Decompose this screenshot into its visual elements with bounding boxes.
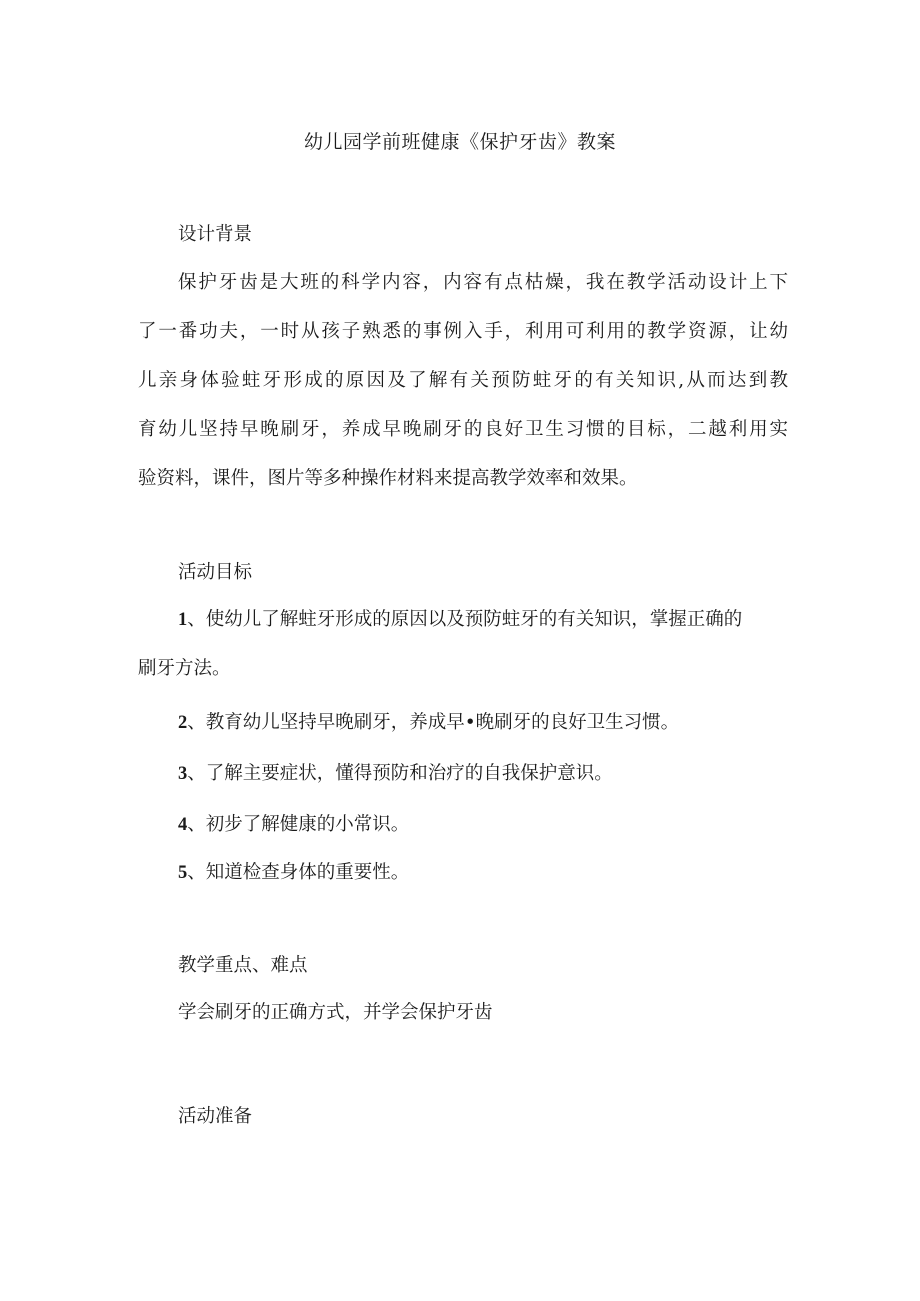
goal-number: 5 xyxy=(178,863,188,883)
goal-item-4 xyxy=(178,811,409,839)
goal-item-line xyxy=(178,606,788,634)
paragraph-line: 验资料，课件，图片等多种操作材料来提高教学效率和效果。 xyxy=(138,468,638,489)
key-points-text: 学会刷牙的正确方式，并学会保护牙齿 xyxy=(178,1002,493,1023)
paragraph-line: 保护牙齿是大班的科学内容，内容有点枯燥，我在教学活动设计上下 xyxy=(178,272,788,293)
goal-text: 、了解主要症状，懂得预防和治疗的自我保护意识。 xyxy=(187,763,613,784)
paragraph-line: 育幼儿坚持早晚刷牙，养成早晚刷牙的良好卫生习惯的目标，二越利用实 xyxy=(138,419,788,440)
background-paragraph xyxy=(138,269,788,514)
goal-item-1 xyxy=(178,606,788,634)
section-heading-background: 设计背景 xyxy=(178,224,253,245)
goal-number: 4 xyxy=(178,815,188,835)
section-heading-preparation: 活动准备 xyxy=(178,1106,253,1127)
goal-text: 、使幼儿了解蛀牙形成的原因以及预防蛀牙的有关知识，掌握正确的 xyxy=(187,609,743,630)
paragraph-line: 儿亲身体验蛀牙形成的原因及了解有关预防蛀牙的有关知识,从而达到教 xyxy=(138,370,788,391)
goal-item-1-continuation: 刷牙方法。 xyxy=(138,658,231,679)
section-heading-goals: 活动目标 xyxy=(178,562,253,583)
goal-number: 2 xyxy=(178,713,188,733)
goal-text: 、知道检查身体的重要性。 xyxy=(187,862,410,883)
goal-number: 1 xyxy=(178,610,188,630)
document-title: 幼儿园学前班健康《保护牙齿》教案 xyxy=(303,131,616,153)
goal-text: 、教育幼儿坚持早晚刷牙，养成早•晚刷牙的良好卫生习惯。 xyxy=(187,712,680,733)
goal-number: 3 xyxy=(178,764,188,784)
goal-item-2 xyxy=(178,709,679,737)
goal-text: 、初步了解健康的小常识。 xyxy=(187,814,410,835)
goal-item-3 xyxy=(178,760,613,788)
paragraph-line: 了一番功夫，一时从孩子熟悉的事例入手，利用可利用的教学资源，让幼 xyxy=(138,321,788,342)
goal-item-5 xyxy=(178,859,409,887)
section-heading-key-points: 教学重点、难点 xyxy=(178,955,308,976)
